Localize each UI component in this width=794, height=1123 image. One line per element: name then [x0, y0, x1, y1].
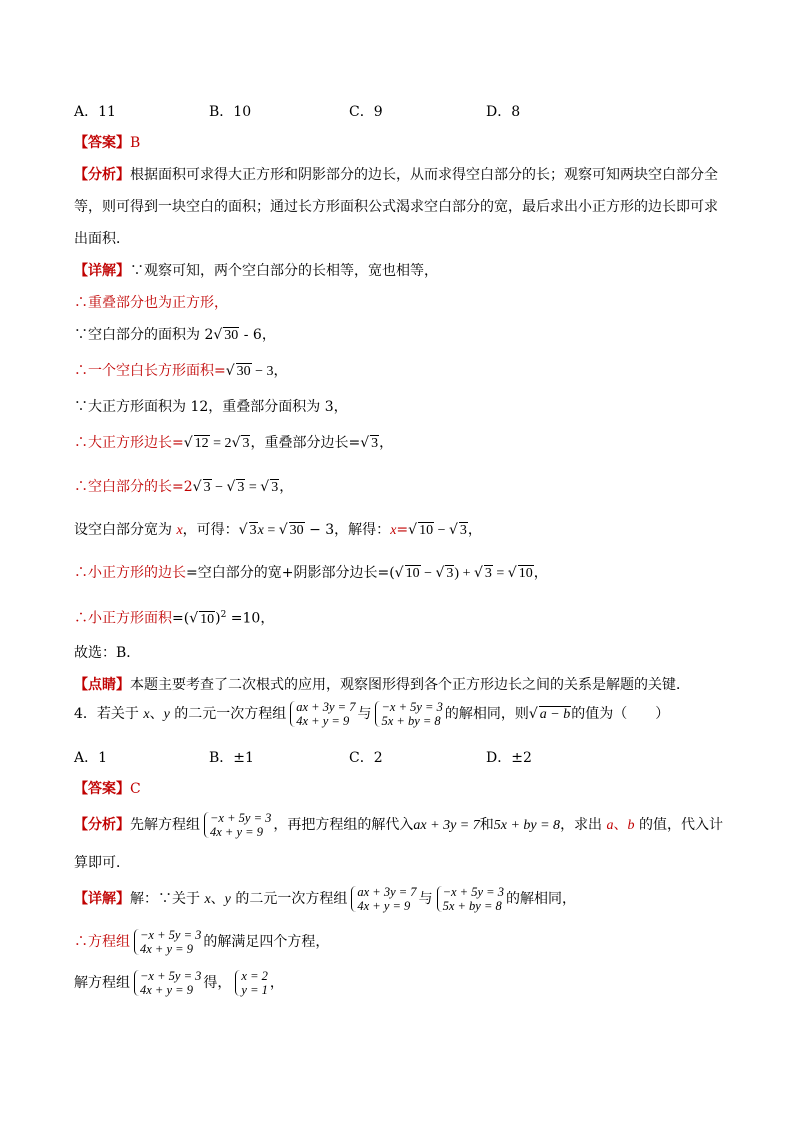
- radicand: 10: [200, 611, 215, 627]
- radical-sign: √: [189, 610, 199, 627]
- radicand: 30: [289, 523, 304, 538]
- radicand: 30: [236, 364, 251, 379]
- text: - 6，: [239, 327, 276, 343]
- text: 解：∵关于: [130, 891, 205, 907]
- equation: 4x + y = 9: [140, 983, 193, 997]
- text: ，再把方程组的解代入: [273, 817, 414, 833]
- text: 得，: [203, 975, 232, 991]
- option-d: D．±2: [486, 750, 532, 766]
- detail-q3-line9: [74, 563, 548, 584]
- text: 的解相同，则: [444, 706, 529, 722]
- radicand: a − b: [539, 707, 571, 722]
- answer-tag: 【答案】: [74, 781, 130, 797]
- equation-system: [132, 928, 201, 956]
- radicand: 10: [419, 523, 434, 538]
- text: 与: [357, 706, 372, 722]
- text: − 3，解得：: [304, 522, 391, 538]
- detail-tag: 【详解】: [74, 891, 130, 907]
- equation: 5x + by = 8: [493, 818, 561, 833]
- equation: 4x + y = 9: [210, 825, 263, 839]
- detail-text: ∵观察可知，两个空白部分的长相等，宽也相等，: [130, 263, 438, 279]
- radicand: 30: [224, 328, 239, 343]
- option-c: C．9: [349, 104, 383, 120]
- text: 4．若关于: [74, 706, 144, 722]
- text: 先解方程组: [130, 817, 200, 833]
- text: 的二元一次方程组: [169, 706, 287, 722]
- text: ∴空白部分的长=2: [74, 479, 193, 495]
- detail-q4-line3: [74, 969, 284, 997]
- radical-sign: √: [213, 327, 223, 343]
- equation: −x + 5y = 3: [442, 885, 504, 899]
- text: ): [215, 610, 221, 627]
- text: −: [211, 480, 227, 495]
- var-x: x: [176, 523, 183, 538]
- text: − 3，: [251, 364, 288, 379]
- detail-q4-line1: [74, 885, 576, 913]
- equation: −x + 5y = 3: [140, 928, 202, 942]
- detail-q3-line1: [74, 261, 438, 281]
- text: =空白部分的宽+阴影部分边长=(: [186, 565, 395, 581]
- radical-sign: √: [408, 522, 418, 538]
- analysis-tag: 【分析】: [74, 167, 130, 183]
- text: =(: [172, 610, 190, 627]
- radicand: 3: [242, 436, 250, 451]
- text: 与: [418, 891, 433, 907]
- radical-sign: √: [394, 565, 404, 581]
- text: ) +: [454, 566, 474, 581]
- radical-sign: √: [360, 435, 370, 451]
- equation-system-2: [435, 885, 504, 913]
- analysis-q4-line2: 算即可．: [74, 855, 130, 871]
- text: 的二元一次方程组: [230, 891, 348, 907]
- radicand: 3: [237, 480, 245, 495]
- analysis-q3-line3: 出面积．: [74, 231, 130, 247]
- text: ，: [533, 565, 548, 581]
- text: −: [434, 523, 449, 538]
- equation-system-1: [349, 885, 416, 913]
- radical-sign: √: [473, 565, 483, 581]
- detail-q3-line4: [74, 361, 288, 382]
- text: =: [263, 523, 279, 538]
- text: ，: [269, 975, 284, 991]
- equation-system: [132, 969, 201, 997]
- radical-sign: √: [183, 435, 193, 451]
- radical-sign: √: [260, 479, 270, 495]
- text: −: [420, 566, 436, 581]
- radicand: 12: [194, 436, 209, 451]
- analysis-q3-line1: [74, 165, 718, 185]
- equation: 5x + by = 8: [381, 714, 441, 728]
- var-y: y: [224, 892, 231, 907]
- detail-q3-line5: ∵大正方形面积为 12，重叠部分面积为 3，: [74, 399, 348, 415]
- equation-system-1: [288, 700, 355, 728]
- detail-q3-line8: [74, 520, 482, 541]
- radical-sign: √: [225, 363, 235, 379]
- equation: −x + 5y = 3: [210, 811, 272, 825]
- equation: ax + 3y = 7: [413, 818, 480, 833]
- detail-tag: 【详解】: [74, 263, 130, 279]
- var-x: x: [204, 892, 211, 907]
- answer-q4: [74, 779, 141, 799]
- text: ，求出: [560, 817, 607, 833]
- text: ，: [279, 479, 294, 495]
- radical-sign: √: [528, 706, 538, 722]
- equation: −x + 5y = 3: [381, 700, 443, 714]
- option-a: A．11: [74, 104, 116, 120]
- text: 的值为（ ）: [571, 706, 670, 722]
- radicand: 10: [405, 566, 420, 581]
- radicand: 10: [518, 566, 533, 581]
- question-4: [74, 700, 669, 728]
- detail-q3-line3: [74, 325, 276, 345]
- point-tag: 【点睛】: [74, 677, 130, 693]
- text: ，: [467, 522, 482, 538]
- text: ∴小正方形面积: [74, 610, 172, 627]
- radicand: 3: [271, 480, 279, 495]
- var-b: b: [627, 818, 635, 833]
- detail-q3-line7: [74, 477, 293, 498]
- text: ∴小正方形的边长: [74, 565, 186, 581]
- point-q3: [74, 675, 690, 695]
- radical-sign: √: [226, 479, 236, 495]
- radical-sign: √: [192, 479, 202, 495]
- option-d: D．8: [486, 104, 521, 120]
- text: 和: [479, 817, 494, 833]
- radical-sign: √: [448, 522, 458, 538]
- text: ∴方程组: [74, 934, 130, 950]
- radical-sign: √: [231, 435, 241, 451]
- radicand: 3: [446, 566, 454, 581]
- equation: x = 2: [241, 969, 268, 983]
- option-b: B．±1: [209, 750, 254, 766]
- equation: ax + 3y = 7: [357, 885, 417, 899]
- detail-q3-line6: [74, 433, 393, 454]
- radicand: 3: [459, 523, 467, 538]
- analysis-text: 根据面积可求得大正方形和阴影部分的边长，从而求得空白部分的长；观察可知两块空白部分全: [130, 167, 718, 183]
- text: ∴一个空白长方形面积=: [74, 363, 226, 379]
- answer-value: C: [130, 781, 141, 797]
- answer-q3: [74, 133, 140, 153]
- text: ∵空白部分的面积为 2: [74, 327, 214, 343]
- text: 的解相同，: [505, 891, 576, 907]
- radicand: 3: [203, 480, 211, 495]
- text: 的解满足四个方程，: [203, 934, 330, 950]
- analysis-q3-line2: 等，则可得到一块空白的面积；通过长方形面积公式渴求空白部分的宽，最后求出小正方形的边长即可求: [74, 199, 718, 215]
- var-x: x: [257, 523, 264, 538]
- text: 、: [149, 706, 164, 722]
- radical-sign: √: [238, 522, 248, 538]
- answer-value: B: [130, 135, 141, 151]
- analysis-q4-line1: [74, 811, 723, 839]
- var-a: a: [606, 818, 614, 833]
- equation: ax + 3y = 7: [296, 700, 356, 714]
- radical-sign: √: [435, 565, 445, 581]
- radicand: 3: [371, 436, 379, 451]
- radicand: 3: [249, 523, 257, 538]
- exponent: 2: [220, 610, 227, 620]
- text: =: [492, 566, 508, 581]
- equation: 5x + by = 8: [442, 899, 502, 913]
- equation: 4x + y = 9: [357, 899, 411, 913]
- detail-q3-line2: ∴重叠部分也为正方形，: [74, 295, 228, 311]
- var-y: y: [163, 707, 170, 722]
- text: =10，: [226, 610, 275, 627]
- analysis-tag: 【分析】: [74, 817, 130, 833]
- text: ∴大正方形边长=: [74, 435, 184, 451]
- detail-q4-line2: [74, 928, 329, 956]
- text: ，重叠部分边长=: [250, 435, 361, 451]
- equation: −x + 5y = 3: [140, 969, 202, 983]
- text: =: [396, 522, 409, 538]
- text: 、: [613, 817, 628, 833]
- option-a: A．1: [74, 750, 108, 766]
- equation: 4x + y = 9: [140, 942, 193, 956]
- equation-system: [202, 811, 271, 839]
- text: 、: [210, 891, 225, 907]
- text: 解方程组: [74, 975, 130, 991]
- solution-system: [233, 969, 267, 997]
- text: 设空白部分宽为: [74, 522, 177, 538]
- radical-sign: √: [278, 522, 288, 538]
- point-text: 本题主要考查了二次根式的应用，观察图形得到各个正方形边长之间的关系是解题的关键．: [130, 677, 690, 693]
- answer-tag: 【答案】: [74, 135, 130, 151]
- radical-sign: √: [507, 565, 517, 581]
- var-x: x: [390, 523, 397, 538]
- text: 的值，代入计: [634, 817, 723, 833]
- option-b: B．10: [209, 104, 252, 120]
- option-c: C．2: [349, 750, 383, 766]
- text: ，可得：: [182, 522, 239, 538]
- text: =: [245, 480, 261, 495]
- equation: y = 1: [241, 983, 268, 997]
- detail-q3-line11: 故选：B．: [74, 645, 141, 661]
- text: = 2: [209, 436, 232, 451]
- detail-q3-line10: [74, 605, 274, 629]
- equation: 4x + y = 9: [296, 714, 350, 728]
- equation-system-2: [373, 700, 442, 728]
- var-x: x: [143, 707, 150, 722]
- radicand: 3: [484, 566, 492, 581]
- text: ，: [379, 435, 394, 451]
